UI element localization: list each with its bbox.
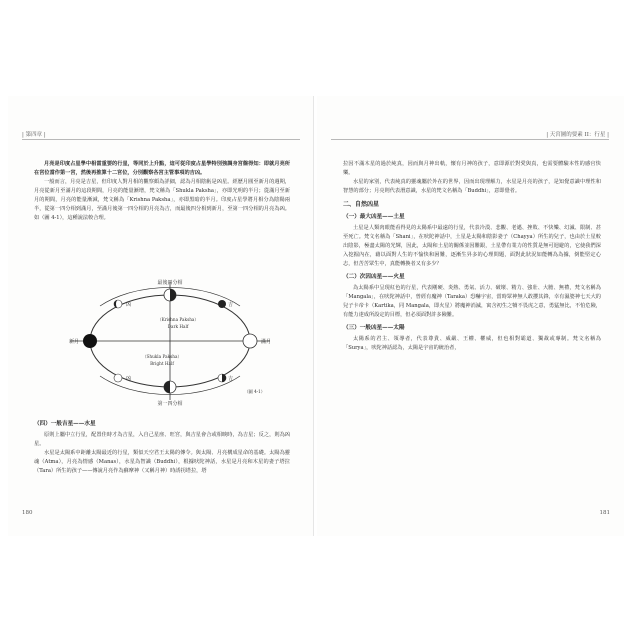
sun-heading: （三）一般凶星——太陽: [343, 325, 405, 331]
left-body-top: [34, 160, 290, 223]
dark-half-english: Dark Half: [167, 324, 189, 329]
bright-half-sanskrit: （Shukla Paksha）: [142, 354, 182, 359]
mercury-paragraph-1: 原則上屬中立行星，配置佳時才為吉星，入自己星座、旺宮，與吉星會合或相映時，為吉星；反之，則為凶星。: [34, 432, 290, 447]
moon-cycle-paragraph: 一般而言，月亮是吉星，但印度人對月相的觀察頗為詳細，認為月相陰虧是凶星。經歷月圓至新月的週期，月亮從新月至滿月的這段期間，月亮的能量漸增，梵文稱為「Shukla Paksha」，亦即光明的半月；從滿月至新月的期間，月亮的能量漸減，梵文稱為「Krishna Paksha」，亦即黑暗的半月。印度占星學將月相分為陰陽兩半，從第一四分相到滿月，至滿月後第一四分相的月亮為吉，而最後四分相到新月，至第一四分相的月亮為凶。如（圖 4-1），這種說法較合理。: [34, 179, 290, 221]
moon-phase-figure: [60, 276, 280, 406]
new-moon-icon: [83, 334, 97, 348]
full-moon-icon: [243, 334, 257, 348]
continued-paragraph: 拉因不滿木星的過於純真，因而與月神出軌，懷有月神的孩子，意即源於對愛與真，也需要體驗本性的感官快樂。: [343, 161, 601, 176]
mercury-paragraph-2: 水星是太陽系中距離太陽最近的行星，類似天空君王太陽的傳令。與太陽、月亮構成星命的基礎。太陽為靈魂（Atma），月亮為情感（Manas），水星為智識（Buddhi），根據吠陀神話，水星是月亮和木星的妻子塔拉（Tara）所生的孩子——傳說月亮作為蘇摩神（又稱月神）時誘拐塔拉，塔: [34, 450, 290, 474]
top-label: 最後四分相: [157, 280, 183, 286]
waxing-gibbous-shade: [222, 374, 226, 382]
left-page-number: 180: [22, 510, 33, 516]
waning-gibbous-icon: [218, 300, 226, 308]
left-body-bottom: [34, 416, 290, 476]
right-page-number: 181: [599, 510, 610, 516]
right-page: [317, 96, 624, 536]
sun-paragraph: 太陽系的君主、領導者，代表尊貴、威嚴、王權、權威，但也相對霸道、獨裁或專制。梵文名稱為「Surya」，吠陀神話認為，太陽是宇宙的統治者，: [343, 336, 601, 351]
saturn-paragraph: 土星是人類肉眼能看得見的太陽系中最遠的行星，代表冷漠、悲觀、老邁、挫敗、不快樂、幻滅、限制、甚至死亡。梵文名稱為「Shani」，在吠陀神話中，土星是太陽和陰影妻子（Chayya）所生的兒子，也由於土星較出陰影，極盡太陽的光輝，因此，太陽和土星的關係並因難跟，土星帶有業力的性質是無可迴避的，它使我們深入挖掘內在，藉以面對人生的不愉快和困難，逐漸生昇多的心理問題，面對此狀況如能轉為為據，倒能堅定心志，但苦苦眾生中，真能轉換者又有多少？: [343, 225, 601, 267]
right-body: [343, 160, 601, 353]
mars-paragraph: 為太陽系中呈現紅色的行星，代表剛硬、炎熱、勇氣、活力、破壞、精力、強壯、大膽、無禮，梵文名稱為「Mangala」，在吠陀神話中，曾經有魔神（Taraka）恐嚇宇宙，當時眾神無人敢攖其鋒，幸有濕婆神七天大的兒子卡帝卡（Kartika，同 Mangala，即火星）將魔神消滅，寓含初生之犢不畏虎之意，勇猛無比，不怕危險，有能力達成所設定的目標，但必須面對許多險難。: [343, 285, 601, 318]
bottom-label: 第一四分相: [157, 401, 183, 407]
lower-left-inauspicious: 凶: [126, 376, 132, 382]
bright-half-english: Bright Half: [150, 361, 174, 366]
intro-paragraph: 月亮是印度占星學中相當重要的行星，等同於上升點，這可從印度占星學特別強調身宮盤得知：即就月亮所在宮位當作第一宮，然後再推算十二宮位，分別觀察各宮主管事項的吉凶。: [34, 161, 290, 176]
lower-right-auspicious: 吉: [228, 376, 234, 382]
upper-left-inauspicious: 凶: [126, 302, 132, 308]
figure-caption: （圖 4-1）: [244, 389, 265, 394]
mercury-heading: （四）一般吉星——水星: [34, 421, 96, 427]
new-moon-label: 新月: [68, 339, 80, 345]
left-page: [8, 96, 314, 536]
waxing-crescent-icon: [114, 374, 122, 382]
dark-half-sanskrit: （Krishna Paksha）: [157, 317, 199, 322]
mercury-paragraph-3: 水星的家別，代表純真的靈魂屬於外在的世界，因而出現理解力，水星是月亮的孩子，是知覺意識中理性和智慧的部分；月亮則代表潛意識，水星的梵文名稱為「Buddhi」，意即覺者。: [343, 179, 601, 194]
saturn-heading: （一）最大凶星——土星: [343, 214, 405, 220]
first-quarter-shade: [164, 381, 170, 393]
last-quarter-shade: [170, 289, 176, 301]
left-running-head: | 第四章 |: [22, 130, 300, 140]
upper-right-auspicious: 吉: [228, 302, 234, 308]
full-moon-label: 滿月: [260, 339, 272, 345]
section-title: 二、自然凶星: [343, 201, 380, 208]
mars-heading: （二）次因凶星——火星: [343, 274, 405, 280]
right-running-head: | 天宮圖的要素 II：行星 |: [331, 130, 609, 140]
moon-phase-diagram: [60, 276, 280, 406]
